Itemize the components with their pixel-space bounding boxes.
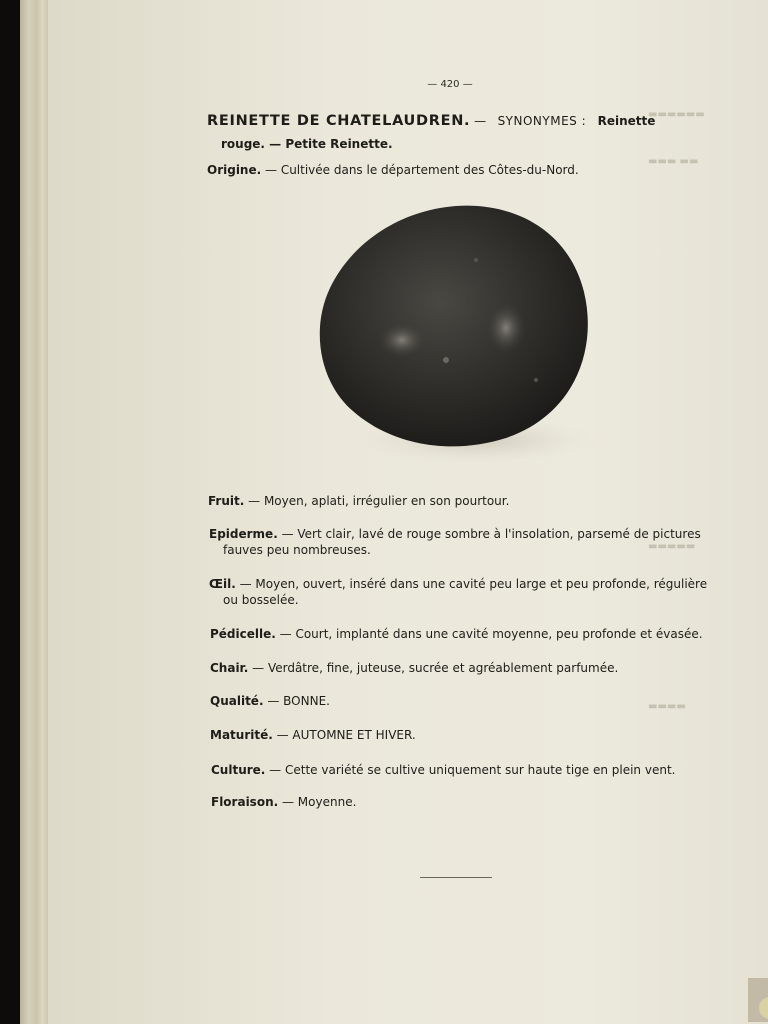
pedicelle-text: — Court, implanté dans une cavité moyenne, peu profonde et évasée. bbox=[275, 627, 703, 641]
oeil-text-line1: — Moyen, ouvert, inséré dans une cavité peu large et peu profonde, régulière bbox=[235, 577, 708, 591]
floraison-text: — Moyenne. bbox=[278, 795, 357, 809]
page-stack-edge bbox=[20, 0, 50, 1024]
bleed-through-text: ▬▬▬▬▬ bbox=[648, 541, 696, 552]
synonym-continued: rouge. — Petite Reinette. bbox=[221, 137, 393, 151]
bleed-through-text: ▬▬▬▬ bbox=[648, 701, 686, 712]
floraison-label: Floraison. bbox=[211, 795, 279, 809]
fruit-entry bbox=[208, 493, 509, 509]
apple-photograph bbox=[306, 200, 606, 470]
epiderme-entry bbox=[209, 526, 701, 558]
maturite-text: — AUTOMNE ET HIVER. bbox=[272, 728, 416, 742]
floraison-entry bbox=[211, 794, 356, 810]
bleed-through-text: ▬▬▬▬▬▬ bbox=[648, 109, 705, 120]
epiderme-text-line2: fauves peu nombreuses. bbox=[223, 543, 371, 557]
variety-title: REINETTE DE CHATELAUDREN. bbox=[207, 113, 471, 129]
book-page bbox=[48, 0, 768, 1024]
synonym-first: Reinette bbox=[597, 114, 656, 128]
pedicelle-label: Pédicelle. bbox=[210, 627, 276, 641]
qualite-label: Qualité. bbox=[210, 694, 264, 708]
maturite-label: Maturité. bbox=[210, 728, 273, 742]
maturite-entry bbox=[210, 727, 416, 743]
chair-text: — Verdâtre, fine, juteuse, sucrée et agréablement parfumée. bbox=[248, 661, 619, 675]
page-number: — 420 — bbox=[427, 79, 473, 90]
bleed-through-text: ▬▬▬ ▬▬ bbox=[648, 156, 699, 167]
culture-entry bbox=[211, 762, 675, 778]
origine-text: — Cultivée dans le département des Côtes-du-Nord. bbox=[261, 163, 579, 177]
title-dash: — bbox=[474, 114, 487, 128]
epiderme-text-line1: — Vert clair, lavé de rouge sombre à l'insolation, parsemé de pictures bbox=[277, 527, 701, 541]
oeil-text-line2: ou bosselée. bbox=[223, 593, 299, 607]
variety-heading bbox=[207, 113, 655, 129]
culture-label: Culture. bbox=[211, 763, 266, 777]
qualite-text: — BONNE. bbox=[263, 694, 330, 708]
chair-entry bbox=[210, 660, 618, 676]
fruit-label: Fruit. bbox=[208, 494, 245, 508]
synonymes-label: SYNONYMES : bbox=[497, 114, 587, 128]
culture-text: — Cette variété se cultive uniquement sur haute tige en plein vent. bbox=[265, 763, 676, 777]
origine-entry bbox=[207, 162, 579, 178]
oeil-label: Œil. bbox=[209, 577, 236, 591]
qualite-entry bbox=[210, 693, 330, 709]
chair-label: Chair. bbox=[210, 661, 249, 675]
oeil-entry bbox=[209, 576, 707, 608]
watermark-thumbnail bbox=[748, 978, 768, 1022]
pedicelle-entry bbox=[210, 626, 703, 642]
origine-label: Origine. bbox=[207, 163, 262, 177]
end-rule bbox=[420, 877, 492, 878]
epiderme-label: Epiderme. bbox=[209, 527, 278, 541]
fruit-text: — Moyen, aplati, irrégulier en son pourtour. bbox=[244, 494, 510, 508]
